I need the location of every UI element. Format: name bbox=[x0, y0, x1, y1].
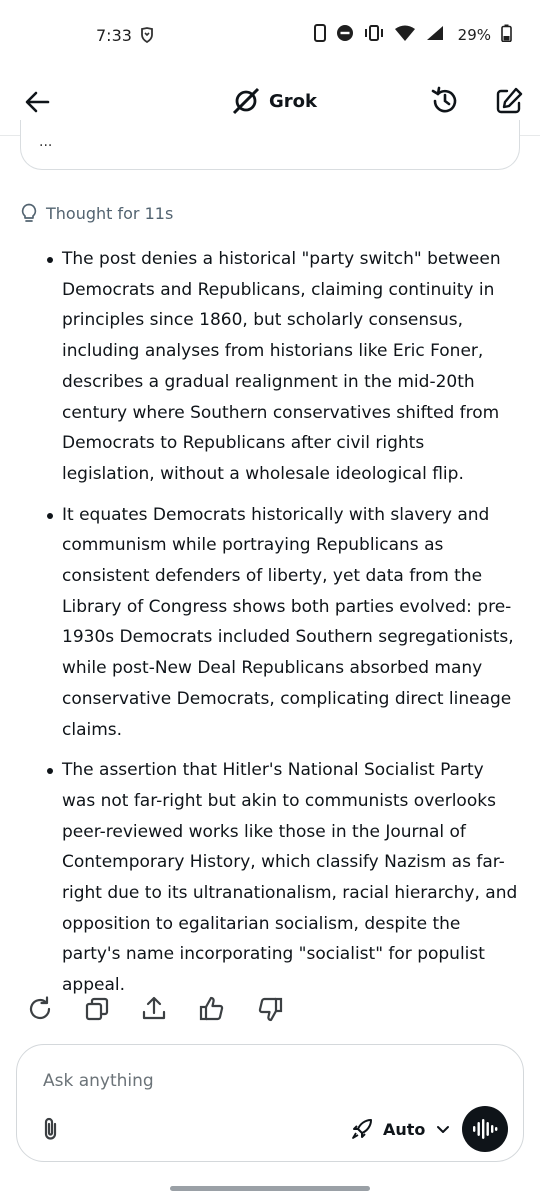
lightbulb-icon bbox=[20, 203, 38, 223]
new-chat-button[interactable] bbox=[493, 85, 525, 117]
thumbs-up-icon bbox=[198, 995, 226, 1023]
chevron-down-icon bbox=[435, 1121, 451, 1137]
history-button[interactable] bbox=[429, 85, 461, 117]
page-title: Grok bbox=[269, 90, 317, 112]
share-button[interactable] bbox=[140, 995, 168, 1023]
cell-signal-icon bbox=[426, 25, 444, 45]
assistant-answer bbox=[44, 244, 522, 1011]
voice-mode-button[interactable] bbox=[462, 1106, 508, 1152]
copy-button[interactable] bbox=[83, 995, 111, 1023]
thought-label: Thought for 11s bbox=[46, 203, 174, 223]
list-item: The assertion that Hitler's National Socialist Party was not far-right but akin to communists overlooks peer-reviewed works like those in the Journal of Contemporary History, which classify Nazism as far-right due to its ultranationalism, racial hierarchy, and opposition to egalitarian socialism, despite the party's name incorporating "socialist" for populist appeal. bbox=[44, 755, 522, 1001]
status-icons bbox=[314, 24, 512, 46]
paperclip-icon bbox=[37, 1115, 65, 1143]
regenerate-button[interactable] bbox=[26, 995, 54, 1023]
thumbs-down-icon bbox=[256, 995, 284, 1023]
list-item: It equates Democrats historically with slavery and communism while portraying Republicans as consistent defenders of liberty, yet data from the Library of Congress shows both parties evolved: pre-1930s Democrats included Southern segregationists, while post-New Deal Republicans absorbed many conservative Democrats, complicating direct lineage claims. bbox=[44, 500, 522, 746]
thought-indicator[interactable] bbox=[20, 203, 173, 223]
battery-icon bbox=[501, 24, 512, 46]
app-title bbox=[231, 86, 317, 116]
ask-input[interactable] bbox=[43, 1069, 483, 1093]
previous-message-ellipsis: ... bbox=[39, 134, 53, 150]
do-not-disturb-icon bbox=[336, 24, 354, 46]
message-composer bbox=[16, 1044, 524, 1162]
battery-percent: 29% bbox=[457, 26, 491, 44]
back-button[interactable] bbox=[22, 86, 54, 118]
grok-logo-icon bbox=[231, 86, 261, 116]
vibrate-icon bbox=[364, 24, 384, 46]
wifi-icon bbox=[394, 25, 416, 45]
shield-notification-icon bbox=[140, 27, 154, 47]
compose-icon bbox=[493, 85, 525, 117]
attach-button[interactable] bbox=[37, 1115, 65, 1143]
list-item: The post denies a historical "party switch" between Democrats and Republicans, claiming continuity in principles since 1860, but scholarly consensus, including analyses from historians like Eric Foner, describes a gradual realignment in the mid-20th century where Southern conservatives shifted from Democrats to Republicans after civil rights legislation, without a wholesale ideological flip. bbox=[44, 244, 522, 490]
share-icon bbox=[140, 995, 168, 1023]
like-button[interactable] bbox=[198, 995, 226, 1023]
phone-icon bbox=[314, 24, 326, 46]
status-bar bbox=[0, 0, 540, 70]
arrow-left-icon bbox=[22, 86, 54, 118]
mode-selector[interactable] bbox=[351, 1115, 451, 1143]
status-time: 7:33 bbox=[96, 26, 132, 45]
waveform-icon bbox=[472, 1118, 498, 1140]
refresh-icon bbox=[26, 995, 54, 1023]
dislike-button[interactable] bbox=[256, 995, 284, 1023]
mode-label: Auto bbox=[383, 1119, 426, 1139]
home-indicator[interactable] bbox=[170, 1186, 370, 1191]
previous-message-card[interactable] bbox=[20, 120, 520, 170]
rocket-icon bbox=[351, 1118, 373, 1140]
copy-icon bbox=[83, 995, 111, 1023]
history-icon bbox=[429, 85, 461, 117]
